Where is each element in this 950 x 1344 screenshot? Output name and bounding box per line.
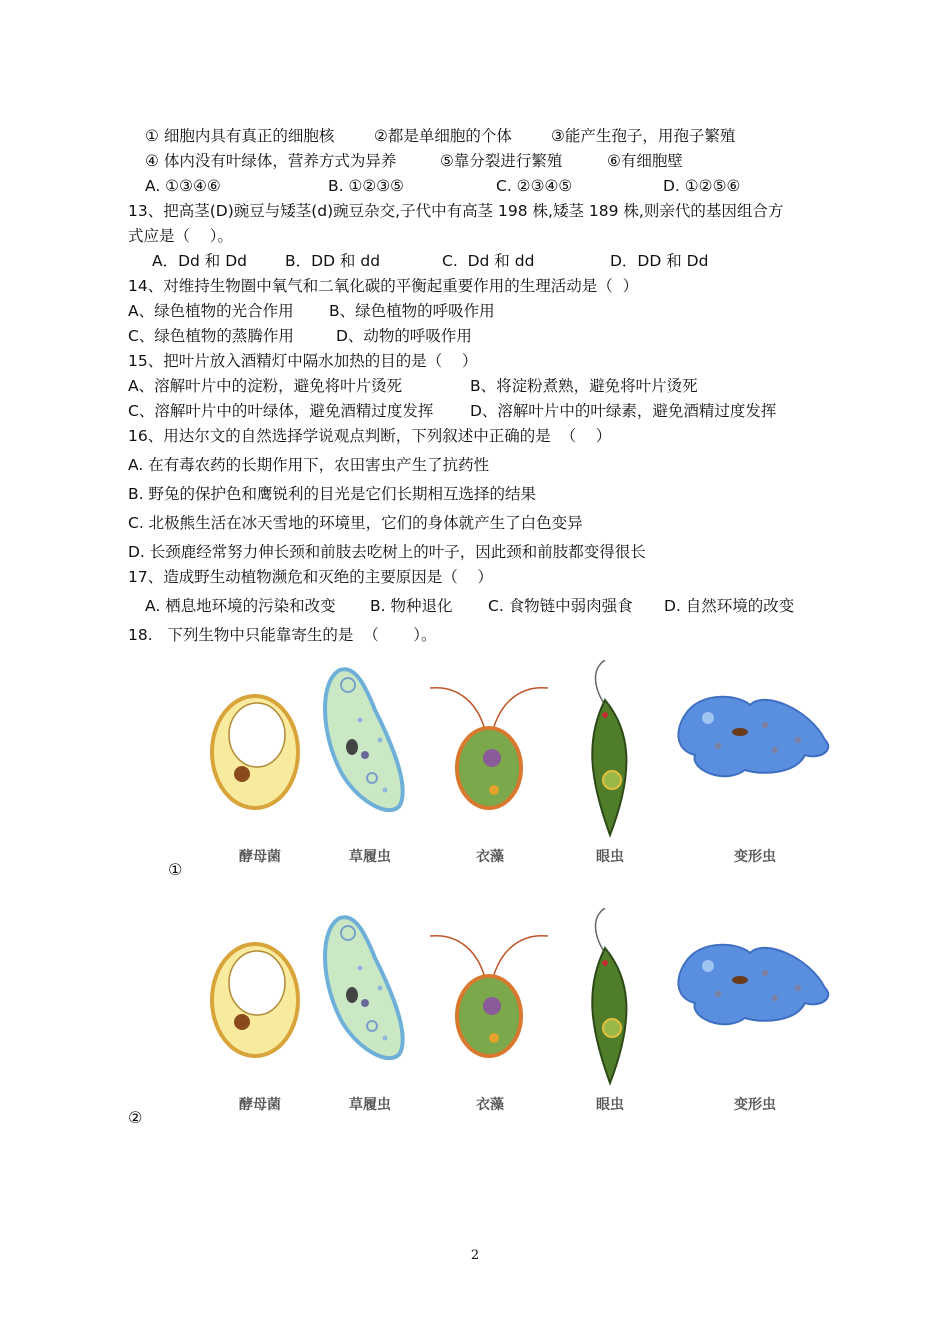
organism-label-amoeba: 变形虫 [734, 1097, 776, 1113]
q12-option-b: B. ①②③⑤ [328, 177, 405, 195]
organism-label-amoeba: 变形虫 [734, 849, 776, 865]
organism-label-paramecium: 草履虫 [349, 1097, 391, 1113]
q15-option-c: C、溶解叶片中的叶绿体，避免酒精过度发挥 [128, 402, 434, 420]
q16-option-d: D. 长颈鹿经常努力伸长颈和前肢去吃树上的叶子，因此颈和前肢都变得很长 [128, 543, 646, 561]
organism-label-yeast: 酵母菌 [239, 849, 281, 865]
q13-option-d: D．DD 和 Dd [610, 252, 709, 270]
q12-option-c: C. ②③④⑤ [496, 177, 573, 195]
paramecium-figure [310, 660, 430, 865]
paramecium-figure [310, 908, 430, 1113]
yeast-figure [200, 660, 320, 865]
figure-marker-2: ② [128, 1108, 143, 1127]
q12-options [145, 176, 740, 196]
organism-label-chlamydomonas: 衣藻 [476, 849, 504, 865]
organism-label-paramecium: 草履虫 [349, 849, 391, 865]
q15-stem: 15、把叶片放入酒精灯中隔水加热的目的是（ ） [128, 352, 478, 370]
organism-label-euglena: 眼虫 [596, 1097, 624, 1113]
q12-statement-4: ④ 体内没有叶绿体，营养方式为异养 [145, 152, 397, 170]
figure-marker-1: ① [168, 860, 183, 879]
q14-options-row2 [128, 326, 472, 346]
q16-option-a: A. 在有毒农药的长期作用下，农田害虫产生了抗药性 [128, 456, 490, 474]
page-number: 2 [470, 1248, 480, 1263]
q17-stem: 17、造成野生动植物濒危和灭绝的主要原因是（ ） [128, 568, 493, 586]
q14-option-a: A、绿色植物的光合作用 [128, 302, 294, 320]
organism-figure-1 [200, 660, 840, 865]
q14-option-b: B、绿色植物的呼吸作用 [329, 302, 495, 320]
euglena-figure [550, 660, 670, 865]
q14-option-c: C、绿色植物的蒸腾作用 [128, 327, 294, 345]
q16-option-b: B. 野兔的保护色和鹰锐利的目光是它们长期相互选择的结果 [128, 485, 536, 503]
q17-options [145, 596, 794, 616]
chlamydomonas-figure [430, 660, 550, 865]
q13-options [152, 251, 708, 271]
euglena-figure [550, 908, 670, 1113]
q13-option-c: C. Dd 和 dd [442, 252, 535, 270]
q18-stem: 18. 下列生物中只能靠寄生的是 （ ）。 [128, 626, 437, 644]
organism-label-chlamydomonas: 衣藻 [476, 1097, 504, 1113]
q16-option-c: C. 北极熊生活在冰天雪地的环境里，它们的身体就产生了白色变异 [128, 514, 583, 532]
q15-option-d: D、溶解叶片中的叶绿素，避免酒精过度发挥 [470, 402, 777, 420]
q15-option-b: B、将淀粉煮熟，避免将叶片烫死 [470, 377, 698, 395]
q14-options-row1 [128, 301, 495, 321]
q12-statements-row2 [145, 151, 683, 171]
q13-option-a: A．Dd 和 Dd [152, 252, 248, 270]
q12-option-d: D. ①②⑤⑥ [663, 177, 741, 195]
q16-stem: 16、用达尔文的自然选择学说观点判断，下列叙述中正确的是 （ ） [128, 427, 612, 445]
organism-label-yeast: 酵母菌 [239, 1097, 281, 1113]
q15-options-row1 [128, 376, 698, 396]
organism-label-euglena: 眼虫 [596, 849, 624, 865]
q12-statements-row1 [145, 126, 735, 146]
q12-statement-6: ⑥有细胞壁 [607, 152, 683, 170]
q12-statement-2: ②都是单细胞的个体 [374, 127, 512, 145]
q17-option-c: C. 食物链中弱肉强食 [488, 597, 633, 615]
amoeba-figure [670, 660, 840, 865]
q12-statement-5: ⑤靠分裂进行繁殖 [440, 152, 563, 170]
q17-option-d: D. 自然环境的改变 [664, 597, 795, 615]
yeast-figure [200, 908, 320, 1113]
q14-option-d: D、动物的呼吸作用 [336, 327, 472, 345]
q13-stem-line1: 13、把高茎(D)豌豆与矮茎(d)豌豆杂交,子代中有高茎 198 株,矮茎 189 株,则亲代的基因组合方 [128, 202, 784, 220]
q17-option-a: A. 栖息地环境的污染和改变 [145, 597, 336, 615]
q14-stem: 14、对维持生物圈中氧气和二氧化碳的平衡起重要作用的生理活动是（ ） [128, 277, 639, 295]
q13-option-b: B．DD 和 dd [285, 252, 381, 270]
amoeba-figure [670, 908, 840, 1113]
q13-stem-line2: 式应是（ ）。 [128, 227, 233, 245]
q12-option-a: A. ①③④⑥ [145, 177, 221, 195]
q12-statement-3: ③能产生孢子，用孢子繁殖 [551, 127, 736, 145]
q17-option-b: B. 物种退化 [370, 597, 453, 615]
chlamydomonas-figure [430, 908, 550, 1113]
q15-option-a: A、溶解叶片中的淀粉，避免将叶片烫死 [128, 377, 403, 395]
q15-options-row2 [128, 401, 776, 421]
organism-figure-2 [200, 908, 840, 1113]
q12-statement-1: ① 细胞内具有真正的细胞核 [145, 127, 335, 145]
